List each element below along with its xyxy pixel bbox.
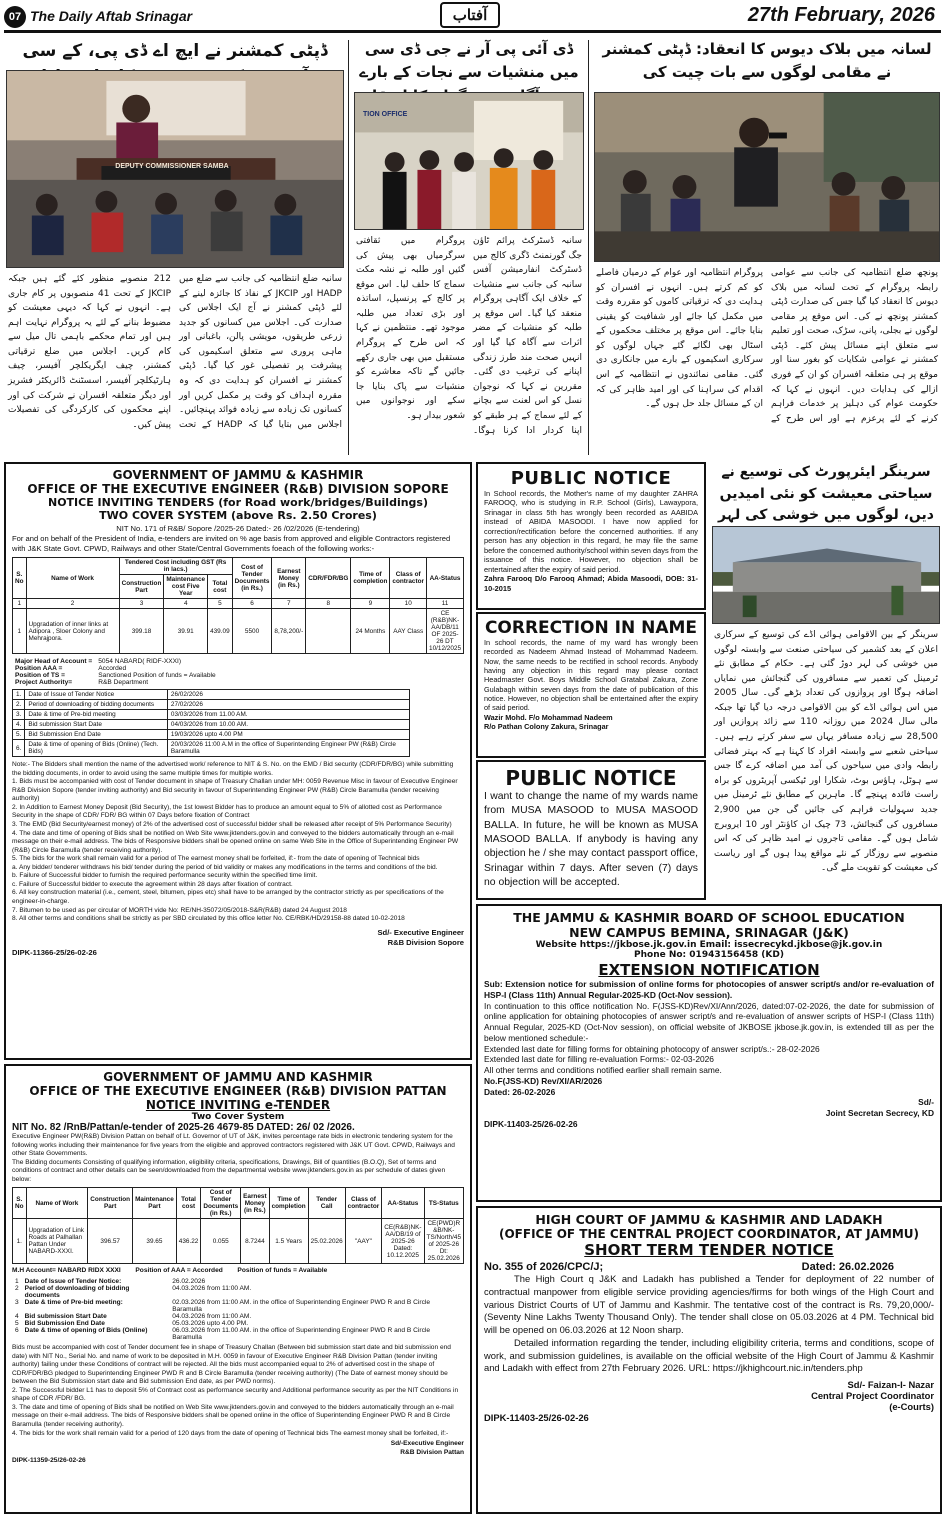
kv-value: Sanctioned Position of funds = Available — [98, 672, 216, 680]
note: 4. The bids for the work shall remain valid for a period of 120 days from the date of opening of Technical bids The earnest money shall be forfeited, if:- — [12, 1429, 449, 1437]
table-cell: 1. — [13, 1219, 27, 1264]
story-photo — [6, 70, 344, 268]
signature-mark: Sd/- — [918, 1097, 934, 1108]
nit-number: NIT No. 171 of R&B/ Sopore /2025-26 Dated:- 26 /02/2026 (E-tendering) — [116, 524, 360, 533]
table-cell: 24 Months — [351, 609, 390, 654]
news-story-airport — [710, 462, 942, 902]
extension-date-reevaluation: Extended last date for filling re-evaluation Forms:- 02-03-2026 — [484, 1054, 714, 1065]
dipk-code: DIPK-11359-25/26-02-26 — [12, 1457, 86, 1465]
col-header: Time of completion — [351, 558, 390, 599]
signatory: Sd/- Faizan-I- Nazar — [847, 1379, 934, 1391]
tender-notice-pattan — [4, 1064, 472, 1514]
table-cell: 25.02.2026 — [308, 1219, 345, 1264]
table-cell: 02.03.2026 from 11:00 AM. in the office of Superintending Engineer PWD R and B Circle Baramulla — [172, 1298, 430, 1313]
col-header: Earnest Money (in Rs.) — [241, 1188, 269, 1219]
kv-value: 5054 NABARD( RIDF-XXXI) — [98, 658, 182, 666]
col-header: AA-Status — [382, 1188, 424, 1219]
col-header: Earnest Money (in Rs.) — [272, 558, 306, 599]
board-address: NEW CAMPUS BEMINA, SRINAGAR (J&K) — [569, 925, 849, 940]
table-cell: 4 — [164, 599, 208, 609]
masthead — [0, 0, 945, 36]
newspaper-logo: آفتاب — [440, 2, 500, 28]
photo-nameplate: DEPUTY COMMISSIONER SAMBA — [115, 163, 229, 170]
table-cell: 06.03.2026 from 11.00 AM. in the office of Superintending Engineer PWD R and B Circle Baramulla — [172, 1326, 430, 1341]
table-cell: Period of downloading of bidding documents — [25, 700, 168, 710]
note: 6. All key construction material (i.e., cement, steel, bitumen, pipes etc) shall have to be arranged by the contractor strictly as per specifications of the engineer-in-charge. — [12, 889, 444, 906]
board-phone: Phone No: 01943156458 (KD) — [634, 950, 784, 960]
table-cell: AAY Class — [390, 609, 427, 654]
schedule-table — [12, 689, 410, 757]
notice-signatory-address: R/o Pathan Colony Zakura, Srinagar — [484, 721, 609, 731]
notice-date: Dated: 26-02-2026 — [484, 1086, 556, 1097]
notice-body: In school records, the name of my ward has wrongly been recorded as Nadeem Ahmad Instead of Mohammad Nadeem. Now, the same needs to be rectified in school records. Anybody having any objection in this regard may please contact Headmaster Govt. Boys Middle School Gratabal Zakura, Zone Gulabagh within seven days from the date of publication of this notice. However, no objection shall be entertained after the expiry of said period. — [484, 638, 698, 713]
table-cell: Upgradation of Link Roads at Palhallan Pattan Under NABARD-XXXI. — [26, 1219, 88, 1264]
news-story-block-diwas — [592, 38, 942, 458]
notice-body: The High Court q J&K and Ladakh has published a Tender for deployment of 22 number of contractual manpower from eligible service providing agencies/firms for both wings of the High Court and various District Courts of UT of Jammu and Kashmir. The tentative cost of the contract is Rs. 79,20,000/-(Seventy Nine Lakhs Twenty Thousand Only). The tender shall close on 05.03.2026 at 4 PM. Technical bid will be opened on 06.03.2026 at 12 Noon sharp. — [484, 1273, 934, 1336]
col-header: Name of Work — [26, 558, 119, 599]
note: 1. Bids must be accompanied with cost of Tender document in shape of Treasury Challan under MH: 0059 Revenue Misc in favour of Executive Engineer R&B Division Sopore (tender inviting authority) and Bid security in favour of Superintending Engineer PW (R&B) Circle Baramulla (tender receiving authority) — [12, 778, 458, 803]
signatory: Sd/- Executive Engineer — [377, 927, 464, 937]
col-header: S. No — [13, 558, 27, 599]
tender-table — [12, 557, 464, 654]
story-photo — [712, 526, 940, 624]
masthead-rule — [4, 30, 941, 33]
table-cell: 399.18 — [119, 609, 164, 654]
col-header: Tender Call — [308, 1188, 345, 1219]
table-cell: 11 — [427, 599, 464, 609]
table-cell: Date of Issue of Tender Notice: — [24, 1277, 122, 1285]
extension-other-terms: All other terms and conditions notified earlier shall remain same. — [484, 1065, 722, 1075]
col-header: Total cost — [208, 575, 233, 599]
table-cell: 2 — [15, 1284, 19, 1292]
public-notice-zahra — [476, 462, 706, 610]
table-cell: 0.055 — [201, 1219, 241, 1264]
table-cell: 05.03.2026 upto 4.00 PM. — [172, 1319, 249, 1327]
col-header: Total cost — [176, 1188, 201, 1219]
table-cell: 6 — [232, 599, 272, 609]
table-cell: 3. — [13, 710, 25, 720]
col-header: Name of Work — [26, 1188, 88, 1219]
note: a. Any bidder/ tenderer withdraws his bid/ tender during the period of bid validity or makes any modifications in the terms and conditions of the bid. — [12, 863, 438, 871]
note: 2. The Successful bidder L1 has to deposit 5% of Contract cost as performance security and Additional performance security as per the NIT Conditions in shape of CDR /FDR/ BG. — [12, 1386, 459, 1403]
table-cell: CE (R&B)NK-AA/DB/11 OF 2025-26 DT 10/12/2025 — [427, 609, 464, 654]
column-number-row — [13, 599, 464, 609]
table-cell: 26.02.2026 — [172, 1277, 206, 1285]
notice-type: NOTICE INVITING TENDERS (for Road work/bridges/Buildings) — [47, 496, 428, 509]
table-cell: 39.65 — [133, 1219, 177, 1264]
tender-notes — [12, 761, 464, 924]
table-cell: 5. — [13, 730, 25, 740]
notice-title: EXTENSION NOTIFICATION — [598, 961, 820, 979]
table-cell — [306, 609, 351, 654]
notice-signatory: Wazir Mohd. F/o Mohammad Nadeem — [484, 712, 613, 722]
kv-label: Position of TS = — [15, 672, 66, 680]
jkbose-extension-notification — [476, 904, 942, 1202]
notice-body: In School records, the Mother's name of my daughter ZAHRA FAROOQ, who is studying in R.P. School (Girls), Lawaypora, Srinagar in class 5th has wrongly been recorded as AABIDA instead of ABIDA MASOODI. I have now applied for correction/rectification before the concerned authorities. If any person has any objection in this regard, he may file the same before the concerned authority/school within seven days from the issuance of this notice. However, no objection shall be entertained after the expiry of said period. — [484, 489, 698, 574]
public-notice-musa — [476, 760, 706, 900]
issue-date: 27th February, 2026 — [747, 4, 935, 26]
table-cell: 3 — [119, 599, 164, 609]
tender-intro: For and on behalf of the President of India, e-tenders are invited on % age basis from approved and eligible Contractors registered with J&K State Govt. CPWD, Railways and other State/Central Governments foeach of the following works:- — [12, 534, 451, 554]
note: 7. Bitumen to be used as per circular of MORTH vide No: RE/NH-35072/05/2018-S&R(R&B) dated 24 August 2018 — [12, 906, 347, 914]
story-headline: سرینگر ایئرپورٹ کی توسیع نے سیاحتی معیشت کو نئی امیدیں دیں، لوگوں میں خوشی کی لہر — [718, 464, 934, 524]
table-cell: Bid Submission End Date — [25, 730, 168, 740]
table-cell: 20/03/2026 11:00 A.M in the office of Superintending Engineer PW (R&B) Circle Baramulla — [167, 740, 409, 757]
table-cell: 5 — [208, 599, 233, 609]
office-title: OFFICE OF THE EXECUTIVE ENGINEER (R&B) DIVISION PATTAN — [29, 1084, 447, 1098]
table-cell: Bid submission Start Date — [25, 720, 168, 730]
schedule-table — [12, 1278, 464, 1341]
col-header: Cost of Tender Documents (in Rs.) — [232, 558, 272, 599]
notice-body-details: Detailed information regarding the tender, including eligibility criteria, terms and conditions, scope of work, and submission guidelines, is available on the official website of the High Court of Jammu & Kashmir and Ladakh with effect from 27th February 2026. URL: https://jkhighcourt.nic.in/tenders.php — [484, 1336, 934, 1374]
table-cell: 19/03/2026 upto 4.00 PM — [167, 730, 409, 740]
signatory: Joint Secretan Secrecy, KD — [825, 1108, 934, 1118]
tender-table — [12, 1187, 464, 1264]
notice-date: Dated: 26.02.2026 — [801, 1261, 894, 1273]
tender-notice-sopore — [4, 462, 472, 1060]
table-cell: Date & time of Pre-bid meeting — [25, 710, 168, 720]
notice-subject: Sub: Extension notice for submission of online forms for photocopies of answer script/s and/or re-evaluation of HSP-I (Class 11th) Annual Regular-2025-KD (Oct-Nov session). — [484, 979, 934, 1000]
kv-value: Accorded — [98, 665, 127, 673]
col-header: Class of contractor — [390, 558, 427, 599]
story-body: سانبہ ڈسٹرکٹ پرائم ٹاؤن جگ گورنمنٹ ڈگری کالج میں ڈسٹرکٹ انفارمیشن آفس سانبہ کی جانب سے منشیات کے خلاف ایک آگاہی پروگرام منعقد کیا گیا۔ اس موقع پر طلبہ کو منشیات کے مضر اثرات سے آگاہ کیا گیا اور انہیں صحت مند طرز زندگی اپنانے کی ترغیب دی گئی۔ مقررین نے کہا کہ نوجوان نسل کو اس لعنت سے بچانے کے لئے سماج کے ہر طبقے کو اپنا کردار ادا کرنا ہوگا۔ پروگرام میں ثقافتی سرگرمیاں بھی پیش کی گئیں اور طلبہ نے نشہ مکت سماج کا حلف لیا۔ اس موقع پر کالج کے پرنسپل، اساتذہ اور بڑی تعداد میں طلبہ موجود تھے۔ منتظمین نے کہا کہ اس طرح کے پروگرام مستقبل میں بھی جاری رکھے جائیں گے تاکہ معاشرے کو منشیات سے پاک بنایا جا سکے اور نوجوانوں میں شعور بیدار ہو۔ — [356, 236, 582, 436]
govt-title: GOVERNMENT OF JAMMU AND KASHMIR — [103, 1070, 373, 1084]
kv-label: Project Authority= — [15, 679, 73, 687]
table-row — [13, 1219, 464, 1264]
col-header: Class of contractor — [345, 1188, 382, 1219]
table-cell: 4 — [15, 1312, 19, 1320]
court-office: (OFFICE OF THE CENTRAL PROJECT COORDINATOR, AT JAMMU) — [499, 1227, 919, 1241]
news-story-hadp — [4, 38, 346, 458]
table-cell: 39.91 — [164, 609, 208, 654]
extension-date-photocopy: Extended last date for filling forms for obtaining photocopy of answer script/s.:- 28-02-2026 — [484, 1043, 820, 1054]
table-row — [13, 609, 464, 654]
signatory-office: R&B Division Pattan — [400, 1448, 464, 1456]
col-header: Construction Part — [88, 1188, 133, 1219]
note: Note:- The Bidders shall mention the name of the advertised work/ reference to NIT & S. No. on the EMD / Bid security (CDR/FDR/BG) while submitting the bidding documents, in order to avoid using the same multiple times for multiple works. — [12, 761, 454, 777]
table-cell: 27/02/2026 — [167, 700, 409, 710]
table-cell: 439.09 — [208, 609, 233, 654]
table-cell: 04/03/2026 from 10.00 AM. — [167, 720, 409, 730]
signatory-wing: (e-Courts) — [889, 1401, 934, 1413]
table-cell: 2 — [26, 599, 119, 609]
table-cell: Upgradation of inner links at Adipora , Sloer Colony and Mehrajpora. — [26, 609, 119, 654]
group-header: Tendered Cost including GST (Rs in lacs.) — [119, 558, 232, 575]
notice-body: In continuation to this office notification No. F(JSS-KD)Rev/XI/Ann/2026, dated:07-02-2026, the date for submission of online application for obtaining photocopies of answer script/s and re-evaluation of answer scripts of HSP-I (Class 11th) Annual Regular, 2025-KD (Oct-Nov session), on official website of JKBOSE jkbose.jk.gov.in, is extended till as per the below mentioned schedule:- — [484, 1000, 934, 1043]
story-headline: لسانہ میں بلاک دیوس کا انعقاد: ڈپٹی کمشنر نے مقامی لوگوں سے بات چیت کی — [602, 40, 932, 82]
table-cell: "AAY" — [345, 1219, 382, 1264]
office-title: OFFICE OF THE EXECUTIVE ENGINEER (R&B) DIVISION SOPORE — [27, 482, 449, 496]
col-header: AA-Status — [427, 558, 464, 599]
note: 3. The date and time of opening of Bids shall be notified on Web Site www.jktenders.gov.in and conveyed to the bidders automatically through an e-mail message on their e-mail address. The bids of Responsive bidders shall be opened online in the office of Superintending Engineer PWD R and B Circle Baramulla (tender receiving authority). — [12, 1403, 454, 1428]
table-cell: 1. — [13, 690, 25, 700]
story-body: سانبہ ضلع انتظامیہ کی جانب سے ضلع میں HADP اور JKCIP کے نفاذ کا جائزہ لینے کے لئے ڈپٹی کمشنر نے آج ایک اجلاس کی صدارت کی۔ اجلاس میں کسانوں کو جدید زرعی طریقوں، مویشی پالن، باغبانی اور ماہی پروری سے متعلق اسکیموں کی پیشرفت پر تفصیلی غور کیا گیا۔ ڈپٹی کمشنر نے افسران کو ہدایت دی کہ وہ مقررہ اہداف کو وقت پر مکمل کریں اور کسانوں تک زیادہ سے زیادہ فوائد پہنچائیں۔ اجلاس میں بتایا گیا کہ HADP کے تحت 212 منصوبے منظور کئے گئے ہیں جبکہ JKCIP کے تحت 41 منصوبوں پر کام جاری ہے۔ انہوں نے کہا کہ دیہی معیشت کو مضبوط بنانے کے لئے یہ پروگرام نہایت اہم ہیں اور تمام محکمے باہمی تال میل سے کام کریں۔ اجلاس میں ضلع ترقیاتی کمشنر، چیف ایگریکلچر آفیسر، چیف ہارٹیکلچر آفیسر، اسسٹنٹ ڈائریکٹر فشریز اور دیگر متعلقہ افسران نے شرکت کی اور اپنے محکموں کی کارکردگی کی تفصیلات پیش کیں۔ — [8, 274, 342, 430]
table-cell: Bid submission Start Date — [24, 1312, 107, 1320]
notice-number: No.F(JSS-KD) Rev/XI/AR/2026 — [484, 1075, 603, 1086]
note: 3. The EMD (Bid Security/earnest money) of 2% of the advertised cost of successful bidder shall be released after receipt of 5% Performance Security) — [12, 820, 452, 828]
news-story-drug-awareness — [352, 38, 586, 458]
table-cell: CE(R&B)NK-AA/DB/19 of 2025-26 Dated: 10.12.2025 — [382, 1219, 424, 1264]
story-photo — [354, 92, 584, 230]
note: 5. The bids for the work shall remain valid for a period of The earnest money shall be forfeited, if:- from the date of opening of Technical bids — [12, 855, 420, 863]
notice-title: CORRECTION IN NAME — [484, 618, 698, 638]
column-rule — [348, 40, 349, 455]
story-headline: ڈپٹی کمشنر نے ایچ اے ڈی پی، کے سی — [22, 41, 328, 61]
table-cell: 26/02/2026 — [167, 690, 409, 700]
table-cell: 1 — [13, 599, 27, 609]
story-body: پونچھ ضلع انتظامیہ کی جانب سے عوامی رابطہ پروگرام کے تحت لسانہ میں بلاک دیوس کا انعقاد کیا گیا جس کی صدارت ڈپٹی کمشنر پونچھ نے کی۔ اس موقع پر مقامی لوگوں نے بجلی، پانی، سڑک، صحت اور تعلیم سے متعلق اپنے مسائل پیش کئے۔ ڈپٹی کمشنر نے عوامی شکایات کو بغور سنا اور موقع پر ہی متعلقہ افسران کو ان کے فوری ازالے کی ہدایات دیں۔ انہوں نے کہا کہ حکومت عوام کی دہلیز پر خدمات فراہم کرنے کے لئے پرعزم ہے اور اس طرح کے پروگرام انتظامیہ اور عوام کے درمیان فاصلے کو کم کرتے ہیں۔ انہوں نے افسران کو ہدایت دی کہ ترقیاتی کاموں کو مقررہ وقت میں مکمل کیا جائے اور شفافیت کو یقینی بنایا جائے۔ اس موقع پر مختلف محکموں کے اسٹال بھی لگائے گئے جہاں لوگوں کو سرکاری اسکیموں کے بارے میں جانکاری دی گئی۔ مقامی نمائندوں نے انتظامیہ کے اس اقدام کی سراہنا کی اور امید ظاہر کی کہ ان کے مسائل جلد حل ہوں گے۔ — [596, 268, 938, 424]
table-cell: Bid Submission End Date — [24, 1319, 105, 1327]
table-cell: 10 — [390, 599, 427, 609]
note: 8. All other terms and conditions shall be strictly as per SBD circulated by this office letter No. CE/RBK/HD/29158-88 dated 10-02-2018 — [12, 915, 405, 923]
note: b. Failure of Successful bidder to furnish the required performance security within the specified time limit. — [12, 872, 318, 880]
story-photo — [594, 92, 940, 262]
kv-label: Position AAA = — [15, 665, 63, 673]
table-cell: 4. — [13, 720, 25, 730]
kv-value: R&B Department — [98, 679, 149, 687]
story-body: سرینگر کے بین الاقوامی ہوائی اڈے کی توسیع کے سرکاری اعلان کے بعد کشمیر کی سیاحتی صنعت سے وابستہ لوگوں میں خوشی کی لہر دوڑ گئی ہے۔ حکام کے مطابق نئے ٹرمینل کی تعمیر سے مسافروں کی گنجائش میں نمایاں اضافہ ہوگا اور پروازوں کی تعداد بڑھے گی۔ سال 2005 میں اس ہوائی اڈے کو بین الاقوامی درجہ دیا گیا تھا جبکہ مالی سال 2024 میں روزانہ 110 سے زائد پروازیں اور 28,500 سے زیادہ مسافر یہاں سے سفر کرتے رہے ہیں۔ سیاحتی شعبے سے وابستہ افراد کا کہنا ہے کہ بہتر فضائی رابطہ وادی میں سیاحوں کی آمد میں اضافہ کرے گا جس سے ہوٹل، ہاؤس بوٹ، شکارا اور ٹیکسی آپریٹروں کو براہ راست فائدہ پہنچے گا۔ ماہرین کے مطابق نئے ٹرمینل میں جدید سہولیات فراہم کی جائیں گی جن میں 2,900 مسافروں کی گنجائش، 73 چیک ان کاؤنٹر اور 10 ایروبرج شامل ہوں گے۔ مقامی تاجروں نے امید ظاہر کی کہ اس منصوبے سے روزگار کے نئے مواقع پیدا ہوں گے اور ریاست کی معیشت کو تقویت ملے گی۔ — [714, 630, 938, 874]
signatory-title: Central Project Coordinator — [811, 1390, 934, 1402]
tender-intro: Executive Engineer PW(R&B) Division Pattan on behalf of Lt. Governor of UT of J&K, invites percentage rate bids in electronic tendering system for the following works including their maintenance for five years from the eligible and approved contractors registered with J&K UT Govt. CPWD, Railways and other State Governments. — [12, 1133, 455, 1158]
table-cell: 03/03/2026 from 11.00 AM. — [167, 710, 409, 720]
cover-system: TWO COVER SYSTEM (above Rs. 2.50 Crores) — [99, 509, 377, 522]
high-court-tender-notice — [476, 1206, 942, 1514]
table-cell: 5500 — [232, 609, 272, 654]
table-cell: 7 — [272, 599, 306, 609]
col-header: Maintenance Part — [133, 1188, 177, 1219]
table-cell: 04.03.2026 from 11:00 AM. — [172, 1284, 252, 1292]
notice-title: PUBLIC NOTICE — [505, 766, 677, 790]
table-cell: 1 — [13, 609, 27, 654]
correction-in-name-notice — [476, 612, 706, 758]
table-cell: 396.57 — [88, 1219, 133, 1264]
table-cell: 1 — [15, 1277, 19, 1285]
table-cell: Period of downloading of bidding documents — [24, 1284, 130, 1299]
signatory-office: R&B Division Sopore — [387, 937, 464, 947]
col-header: Cost of Tender Documents (in Rs.) — [201, 1188, 241, 1219]
note: 4. The date and time of opening of Bids shall be notified on Web Site www.jktenders.gov.in and conveyed to the bidders automatically through an e-mail message on their e-mail address. The bids of Responsive bidders shall be opened online on same Web Site in the Office of Superintending Engineer PW (R&B) Circle Baramulla (tender receiving authority). — [12, 829, 459, 854]
photo-banner-text: TION OFFICE — [363, 111, 408, 118]
nit-number: NIT No. 82 /RnB/Pattan/e-tender of 2025-26 4679-85 DATED: 26/ 02 /2026. — [12, 1122, 355, 1133]
col-header: CDR/FDR/BG — [306, 558, 351, 599]
board-contact: Website https://jkbose.jk.gov.in Email: issecrecykd.jkbose@jk.gov.in — [535, 940, 883, 950]
notice-signatory: Zahra Farooq D/o Farooq Ahmad; Abida Masoodi, DOB: 31-10-2015 — [484, 574, 698, 593]
table-cell: 1.5 Years — [269, 1219, 308, 1264]
table-cell: 8 — [306, 599, 351, 609]
table-cell: 6. — [13, 740, 25, 757]
dipk-code: DIPK-11403-25/26-02-26 — [484, 1412, 589, 1424]
dipk-code: DIPK-11366-25/26-02-26 — [12, 947, 97, 957]
col-header: TS-Status — [424, 1188, 463, 1219]
note: c. Failure of Successful bidder to execute the agreement within 28 days after fixation of contract. — [12, 880, 293, 888]
table-cell: CE(PWD)R &B/NK-TS/North/45 of 2025-26 Dt: 25.02.2026 — [424, 1219, 463, 1264]
table-cell: 9 — [351, 599, 390, 609]
table-cell: Date & time of Pre-bid meeting: — [24, 1298, 123, 1306]
table-cell: 04.03.2026 from 11:00 AM. — [172, 1312, 252, 1320]
table-cell: 3 — [15, 1298, 19, 1306]
account-details: M.H Account= NABARD RIDX XXXI Position of AAA = Accorded Position of funds = Available — [12, 1267, 328, 1275]
story-headline: ڈی آئی پی آر نے جی ڈی سی میں منشیات سے نجات کے بارے — [359, 40, 579, 82]
notice-title: SHORT TERM TENDER NOTICE — [584, 1241, 834, 1259]
table-cell: 8.7244 — [241, 1219, 269, 1264]
col-header: Time of completion — [269, 1188, 308, 1219]
note: 2. In Addition to Earnest Money Deposit (Bid Security), the 1st lowest Bidder has to produce an amount equal to 5% of allotted cost as Performance Security in the shape of CDR/ FDR/ BG within 07 Days before fixation of Contract — [12, 803, 442, 820]
notice-number: No. 355 of 2026/CPC/J; — [484, 1261, 604, 1273]
paper-name: The Daily Aftab Srinagar — [30, 8, 193, 24]
tender-notes — [12, 1344, 464, 1438]
notice-type: NOTICE INVITING e-TENDER — [145, 1098, 331, 1112]
table-cell: Date of Issue of Tender Notice — [25, 690, 168, 700]
column-rule — [588, 40, 589, 455]
court-title: HIGH COURT OF JAMMU & KASHMIR AND LADAKH — [535, 1212, 883, 1227]
table-cell: 6 — [15, 1326, 19, 1334]
cover-system: Two Cover System — [191, 1112, 285, 1122]
dipk-code: DIPK-11403-25/26-02-26 — [484, 1118, 578, 1129]
account-details — [12, 658, 219, 686]
col-header: Maintenance cost Five Year — [164, 575, 208, 599]
col-header: Construction Part — [119, 575, 164, 599]
board-title: THE JAMMU & KASHMIR BOARD OF SCHOOL EDUCATION — [513, 910, 905, 925]
govt-title: GOVERNMENT OF JAMMU & KASHMIR — [112, 468, 364, 482]
table-cell: Date & time of opening of Bids (Online) — [24, 1326, 148, 1334]
note: Bids must be accompanied with cost of Tender document fee in shape of Treasury Challan (Between bid submission start date and bid submission end date) with NIT No., Serial No. and name of work to be deposited in M.H. 0059 in favour of Executive Engineer R&B Division Pattan (tender inviting authority) failing under these Conditions of contract will be rejected. All the bids must accompanied equal to 2% of advertised cost in the shape of CDR/FDR/BG pledged to Superintending Engineer PWD R and B Circle Baramulla (tender receiving authority) (The Date of earnest money should be between the Bid Submission start date and Bid submission End date, as per PWD norms). — [12, 1343, 451, 1386]
signatory: Sd/-Executive Engineer — [390, 1440, 464, 1448]
table-cell: 5 — [15, 1319, 19, 1327]
table-cell: Date & time of opening of Bids (Online) (Tech. Bids) — [25, 740, 168, 757]
notice-title: PUBLIC NOTICE — [510, 468, 672, 489]
table-cell: 436.22 — [176, 1219, 201, 1264]
notice-ref-row — [484, 1261, 934, 1273]
col-header: S. No — [13, 1188, 27, 1219]
page-number: 07 — [4, 6, 26, 28]
notice-body: I want to change the name of my wards name from MUSA MASOOD to MUSA MASOOD BALLA. In future, he will be known as MUSA MASOOD BALLA. If anybody is having any objection he / she may contact passport office, Srinagar within 7 days. After seven (7) days no objection will be accepted. — [484, 791, 698, 889]
tender-para: The Bidding documents Consisting of qualifying information, eligibility criteria, specifications, Drawings, Bill of quantities (B.O.Q), Set of terms and conditions of contract and other details can be seen/downloaded from the departmental website www.jktenders.gov.in as per schedule of dates given below: — [12, 1158, 446, 1183]
table-cell: 8,78,200/- — [272, 609, 306, 654]
kv-label: Major Head of Account = — [15, 658, 93, 666]
table-cell: 2. — [13, 700, 25, 710]
